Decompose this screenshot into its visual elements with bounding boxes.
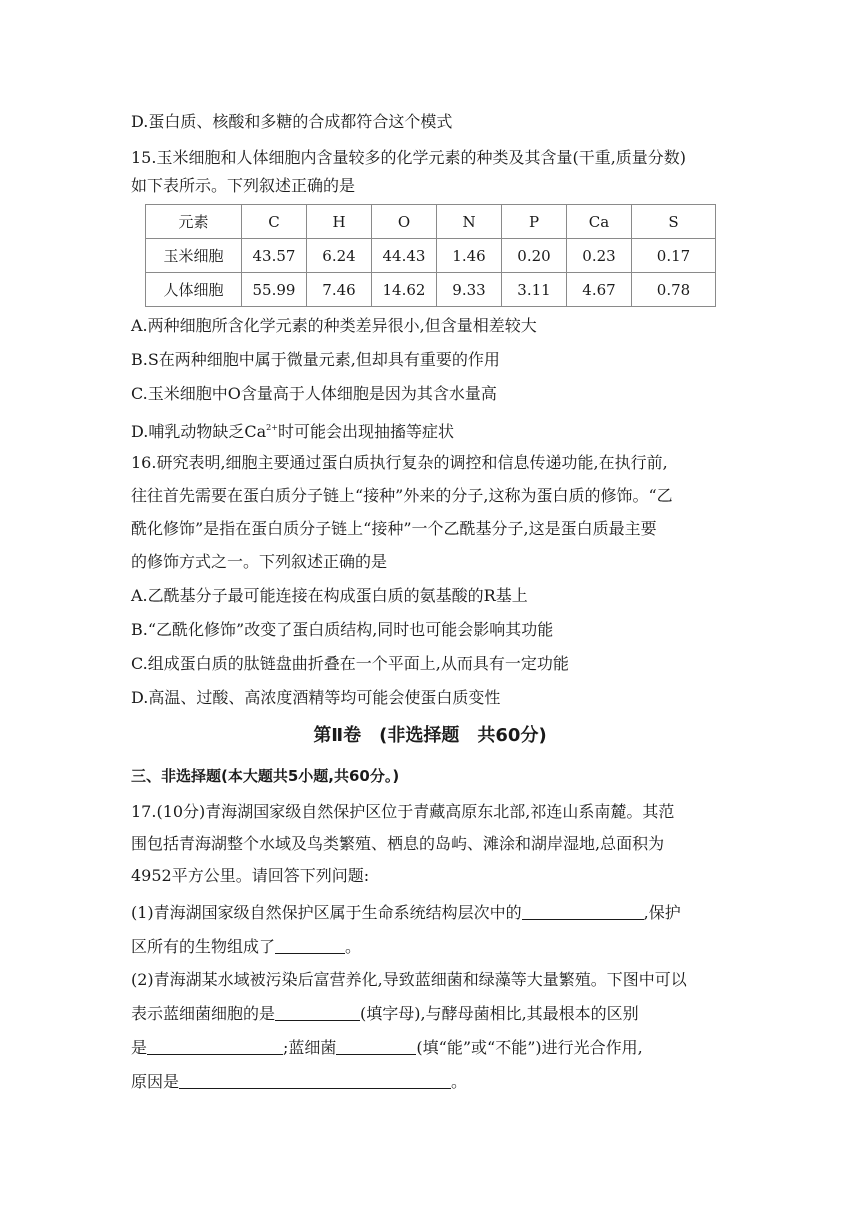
answer-blank[interactable]: [336, 1037, 416, 1055]
q15-option-a: A.两种细胞所含化学元素的种类差异很小,但含量相差较大: [131, 316, 537, 335]
answer-blank[interactable]: [275, 936, 345, 954]
table-cell: 44.43: [372, 239, 437, 273]
q17-sub2-line-1: (2)青海湖某水域被污染后富营养化,导致蓝细菌和绿藻等大量繁殖。下图中可以: [131, 970, 687, 989]
q16-stem-line-4: 的修饰方式之一。下列叙述正确的是: [131, 552, 388, 571]
q17-stem-line-2: 围包括青海湖整个水域及鸟类繁殖、栖息的岛屿、滩涂和湖岸湿地,总面积为: [131, 834, 665, 853]
q17-sub2-line-2: [131, 1002, 751, 1026]
table-cell: 人体细胞: [146, 273, 242, 307]
q15-option-d-text-end: 时可能会出现抽搐等症状: [277, 422, 454, 441]
q17-stem-line-3: 4952平方公里。请回答下列问题:: [131, 866, 370, 885]
answer-blank[interactable]: [179, 1071, 451, 1089]
q16-option-c: C.组成蛋白质的肽链盘曲折叠在一个平面上,从而具有一定功能: [131, 654, 569, 673]
table-cell: 7.46: [307, 273, 372, 307]
table-cell: 9.33: [437, 273, 502, 307]
table-cell: 0.17: [632, 239, 716, 273]
q17-sub2-text-4-end: 。: [451, 1072, 468, 1091]
table-header-cell: O: [372, 205, 437, 239]
answer-blank[interactable]: [275, 1003, 360, 1021]
q17-sub2-text-end: (填字母),与酵母菌相比,其最根本的区别: [360, 1004, 639, 1023]
answer-blank[interactable]: [522, 902, 644, 920]
q17-sub1-text: (1)青海湖国家级自然保护区属于生命系统结构层次中的: [131, 903, 522, 922]
table-header-row: [146, 205, 716, 239]
table-cell: 6.24: [307, 239, 372, 273]
table-row: [146, 273, 716, 307]
q17-sub2-text-3-end: (填“能”或“不能”)进行光合作用,: [416, 1038, 643, 1057]
table-cell: 43.57: [242, 239, 307, 273]
answer-blank[interactable]: [147, 1037, 283, 1055]
table-cell: 14.62: [372, 273, 437, 307]
table-cell: 0.23: [567, 239, 632, 273]
table-header-cell: H: [307, 205, 372, 239]
q17-sub2-line-3: [131, 1036, 751, 1060]
q15-option-c: C.玉米细胞中O含量高于人体细胞是因为其含水量高: [131, 384, 497, 403]
table-header-cell: Ca: [567, 205, 632, 239]
q16-option-a: A.乙酰基分子最可能连接在构成蛋白质的氨基酸的R基上: [131, 586, 528, 605]
q17-sub1-text-2: 区所有的生物组成了: [131, 937, 276, 956]
table-header-cell: 元素: [146, 205, 242, 239]
q14-option-d: D.蛋白质、核酸和多糖的合成都符合这个模式: [131, 112, 453, 131]
table-row: [146, 239, 716, 273]
table-cell: 4.67: [567, 273, 632, 307]
q16-option-d: D.高温、过酸、高浓度酒精等均可能会使蛋白质变性: [131, 688, 501, 707]
table-cell: 55.99: [242, 273, 307, 307]
q17-stem-line-1: 17.(10分)青海湖国家级自然保护区位于青藏高原东北部,祁连山系南麓。其范: [131, 802, 675, 821]
q16-stem-line-1: 16.研究表明,细胞主要通过蛋白质执行复杂的调控和信息传递功能,在执行前,: [131, 453, 668, 472]
table-cell: 0.78: [632, 273, 716, 307]
section-three-heading: 三、非选择题(本大题共5小题,共60分。): [131, 767, 400, 785]
q17-sub1-text-2-end: 。: [345, 937, 362, 956]
table-cell: 0.20: [502, 239, 567, 273]
table-header-cell: P: [502, 205, 567, 239]
q17-sub2-line-4: [131, 1070, 751, 1094]
q15-stem-line-1: 15.玉米细胞和人体细胞内含量较多的化学元素的种类及其含量(干重,质量分数): [131, 148, 687, 167]
q15-option-d: [131, 416, 751, 444]
q17-sub1-line-1: [131, 901, 751, 925]
table-header-cell: N: [437, 205, 502, 239]
q16-stem-line-3: 酰化修饰”是指在蛋白质分子链上“接种”一个乙酰基分子,这是蛋白质最主要: [131, 519, 657, 538]
q16-option-b: B.“乙酰化修饰”改变了蛋白质结构,同时也可能会影响其功能: [131, 620, 554, 639]
q17-sub1-line-2: [131, 935, 751, 959]
q15-option-d-text: D.哺乳动物缺乏Ca: [131, 422, 267, 441]
table-cell: 1.46: [437, 239, 502, 273]
table-cell: 3.11: [502, 273, 567, 307]
q15-option-b: B.S在两种细胞中属于微量元素,但却具有重要的作用: [131, 350, 500, 369]
ion-charge-superscript: 2+: [266, 423, 278, 432]
table-cell: 玉米细胞: [146, 239, 242, 273]
q16-stem-line-2: 往往首先需要在蛋白质分子链上“接种”外来的分子,这称为蛋白质的修饰。“乙: [131, 486, 673, 505]
q17-sub2-text-3-mid: ;蓝细菌: [283, 1038, 337, 1057]
q17-sub2-text: 表示蓝细菌细胞的是: [131, 1004, 276, 1023]
q17-sub1-text-end: ,保护: [643, 903, 681, 922]
q17-sub2-text-3: 是: [131, 1038, 148, 1057]
q15-stem-line-2: 如下表所示。下列叙述正确的是: [131, 176, 356, 195]
q17-sub2-text-4: 原因是: [131, 1072, 180, 1091]
element-content-table: [145, 204, 716, 307]
table-header-cell: S: [632, 205, 716, 239]
table-header-cell: C: [242, 205, 307, 239]
part-two-title: 第Ⅱ卷 (非选择题 共60分): [313, 725, 547, 746]
